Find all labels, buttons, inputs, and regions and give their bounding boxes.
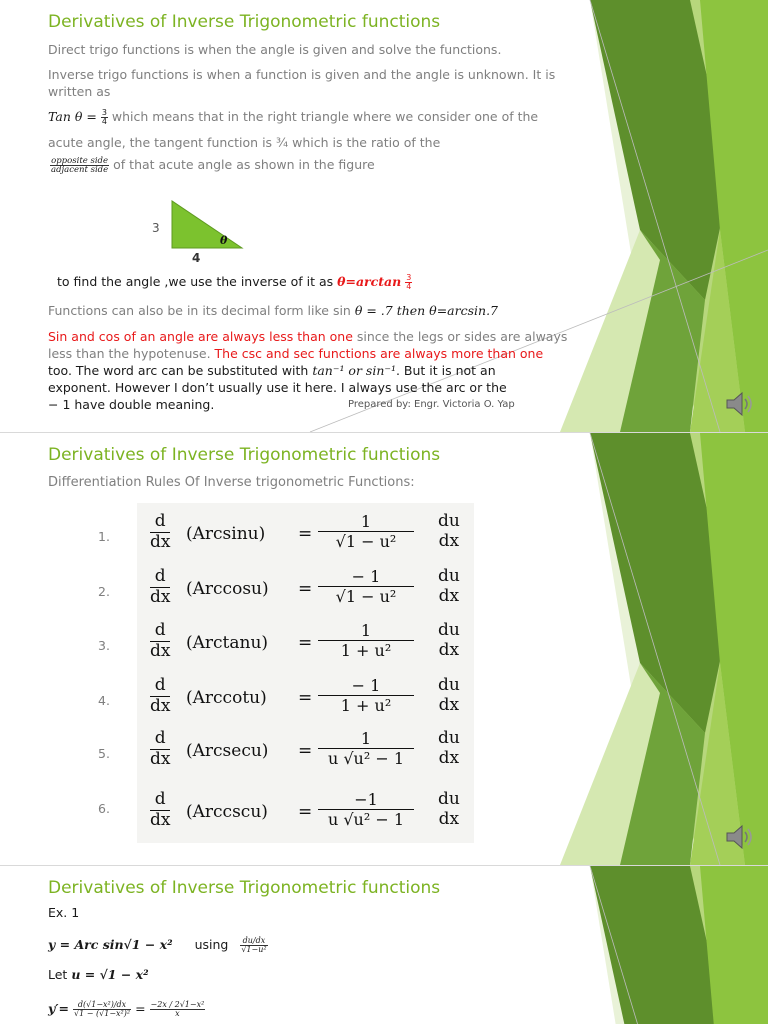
slide-1 xyxy=(0,0,768,432)
slide-title: Derivatives of Inverse Trigonometric functions xyxy=(48,878,441,898)
equation-line: y = Arc sin√1 − x² using $\frac{du/dx}{\text{√1−u²}}$ xyxy=(48,936,267,954)
triangle-side-label: 3 xyxy=(152,221,160,235)
decimal-line: Functions can also be in its decimal form like sin θ = .7 then θ=arcsin.7 xyxy=(48,303,499,318)
speaker-icon[interactable] xyxy=(724,823,756,851)
tan-formula: Tan θ = xyxy=(48,109,97,124)
slide-title: Derivatives of Inverse Trigonometric functions xyxy=(48,12,441,32)
opposite-over-adjacent-fraction: $\frac{\text{opposite side}}{\text{adjacent side}}$ xyxy=(51,155,109,175)
paragraph-line: Sin and cos of an angle are always less than one since the legs or sides are always xyxy=(48,329,568,344)
let-line: Let u = √1 − x² xyxy=(48,967,149,982)
slide-3 xyxy=(0,866,768,1024)
fraction: $\frac{\text{−2x / 2√1−x²}}{x}$ xyxy=(150,1000,205,1018)
ratio-line: $\frac{\text{opposite side}}{\text{adjacent side}}$ of that acute angle as shown in the figure xyxy=(51,155,375,175)
text-line: Direct trigo functions is when the angle is given and solve the functions. xyxy=(48,42,502,57)
text-line: acute angle, the tangent function is ¾ which is the ratio of the xyxy=(48,135,441,150)
right-triangle-figure xyxy=(140,196,250,264)
rule-number: 4. xyxy=(98,693,110,708)
rule-arcsin: d dx (Arcsinu) = 1 √1 − u² du dx xyxy=(150,511,460,552)
fraction: $\frac{du/dx}{\text{√1−u²}}$ xyxy=(241,936,267,954)
rule-arccot: d dx (Arccotu) = − 1 1 + u² du dx xyxy=(150,675,460,716)
slide-title: Derivatives of Inverse Trigonometric functions xyxy=(48,445,441,465)
text-line: Inverse trigo functions is when a function is given and the angle is unknown. It is xyxy=(48,67,556,82)
paragraph-line: too. The word arc can be substituted with tan⁻¹ or sin⁻¹. But it is not an xyxy=(48,363,496,378)
arcsin-formula: θ = .7 then θ=arcsin.7 xyxy=(354,303,499,318)
tan-line xyxy=(48,108,538,126)
derivative-line: y′= $\frac{\text{d(√1−x²)/dx}}{\text{√1 − (√1−x²)²}}$ = $\frac{\text{−2x / 2√1−x²}}{x}$ xyxy=(48,1000,205,1018)
paragraph-line: exponent. However I don’t usually use it here. I always use the arc or the xyxy=(48,380,507,395)
rule-arccos: d dx (Arccosu) = − 1 √1 − u² du dx xyxy=(150,566,460,607)
rule-arctan: d dx (Arctanu) = 1 1 + u² du dx xyxy=(150,620,460,661)
triangle-base-label: 4 xyxy=(192,251,201,264)
arctan-formula: θ=arctan xyxy=(337,274,402,289)
rule-number: 1. xyxy=(98,529,110,544)
fraction: $\frac{\text{d(√1−x²)/dx}}{\text{√1 − (√1−x²)²}}$ xyxy=(74,1000,131,1018)
rule-number: 6. xyxy=(98,801,110,816)
text-line: which means that in the right triangle where we consider one of the xyxy=(111,109,539,124)
paragraph-line: less than the hypotenuse. The csc and sec functions are always more than one xyxy=(48,346,544,361)
rule-arcsec: d dx (Arcsecu) = 1 u √u² − 1 du dx xyxy=(150,728,460,769)
rule-arccsc: d dx (Arccscu) = −1 u √u² − 1 du dx xyxy=(150,789,460,830)
text-line: written as xyxy=(48,84,111,99)
paragraph-line: − 1 have double meaning. xyxy=(48,397,215,412)
author-footer: Prepared by: Engr. Victoria O. Yap xyxy=(348,399,515,410)
fraction: $\frac{3}{4}$ xyxy=(101,108,107,126)
rule-number: 5. xyxy=(98,746,110,761)
slide-subtitle: Differentiation Rules Of Inverse trigonometric Functions: xyxy=(48,475,415,490)
triangle-angle-label: θ xyxy=(220,234,228,247)
find-angle-line: to find the angle ,we use the inverse of it as θ=arctan $\frac{3}{4}$ xyxy=(57,273,412,291)
speaker-icon[interactable] xyxy=(724,390,756,418)
rule-number: 3. xyxy=(98,638,110,653)
rule-number: 2. xyxy=(98,584,110,599)
fraction: $\frac{3}{4}$ xyxy=(406,273,412,291)
example-label: Ex. 1 xyxy=(48,905,80,920)
